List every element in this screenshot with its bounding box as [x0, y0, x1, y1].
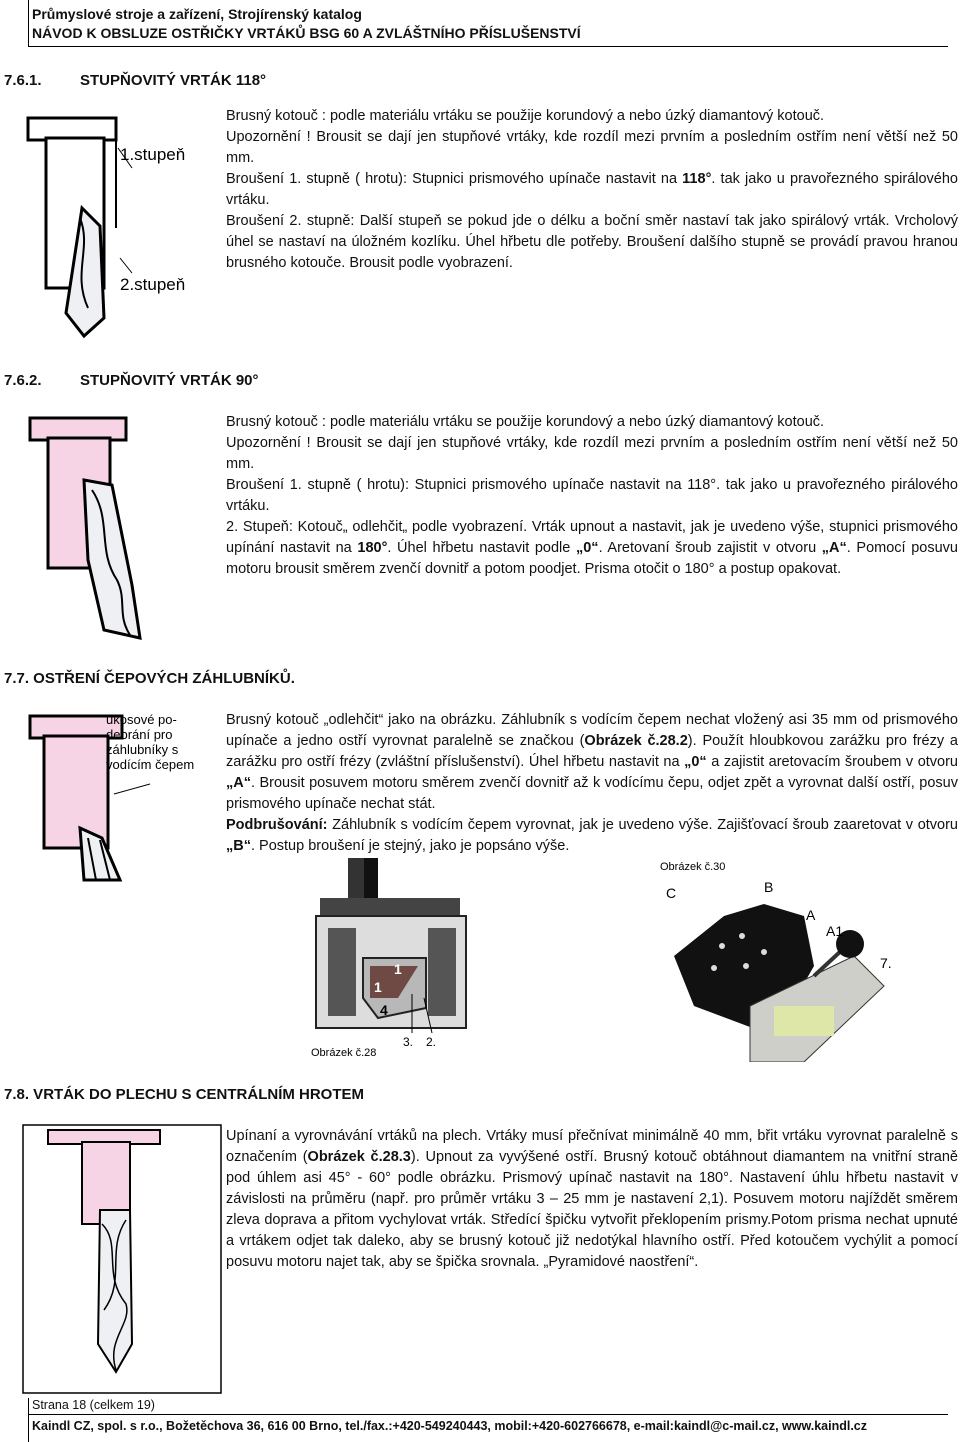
- fig-note-line: debrání pro: [106, 727, 173, 742]
- paragraph: Broušení 1. stupně ( hrotu): Stupnici prismového upínače nastavit na 118°. tak jako u pravořezného pirálového vrtáku.: [226, 477, 958, 514]
- paragraph: Broušení 2. stupně: Další stupeň se pokud jde o délku a boční směr nastaví tak jako spirálový vrták. Vrcholový úhel se nastaví na úložném kozlíku. Úhel hřbetu dle potřeby. Broušení dalšího stupně se provádí pravou hranou brusného kotouče. Brousit podle vyobrazení.: [226, 213, 958, 271]
- section-title-77: 7.7. OSTŘENÍ ČEPOVÝCH ZÁHLUBNÍKŮ.: [4, 670, 295, 687]
- paragraph: Brusný kotouč : podle materiálu vrtáku se použije korundový a nebo úzký diamantový kotouč.: [226, 108, 825, 124]
- footer-rule: [28, 1414, 948, 1415]
- stepped-drill-90-figure: [22, 410, 212, 642]
- fig28-label: 1: [394, 961, 402, 977]
- paragraph: Upozornění ! Brousit se dají jen stupňové vrtáky, kde rozdíl mezi prvním a posledním ostřím není větší než 50 mm.: [226, 129, 958, 166]
- paragraph: Upozornění ! Brousit se dají jen stupňové vrtáky, kde rozdíl mezi prvním a posledním ostřím není větší než 50 mm.: [226, 435, 958, 472]
- header-rule-vertical: [28, 0, 29, 46]
- footer-page-number: Strana 18 (celkem 19): [32, 1398, 155, 1412]
- section-title-761: STUPŇOVITÝ VRTÁK 118°: [80, 72, 267, 89]
- sheet-drill-figure: [22, 1124, 222, 1394]
- section-title-762: STUPŇOVITÝ VRTÁK 90°: [80, 372, 259, 389]
- figure-30-caption: Obrázek č.30: [660, 861, 726, 873]
- fig28-label: 3.: [403, 1035, 414, 1049]
- section-number-762: 7.6.2.: [4, 372, 42, 389]
- section-number-761: 7.6.1.: [4, 72, 42, 89]
- paragraph: 2. Stupeň: Kotouč„ odlehčit„ podle vyobrazení. Vrták upnout a nastavit, jak je uvedeno výše, stupnici prismového upínání nastavit na 180°. Úhel hřbetu nastavit podle „0“. Aretovaní šroub zajistit v otvoru „A“. Pomocí posuvu motoru brousit směrem zvenčí dovnitř a potom poodjet. Prisma otočit o 180° a postup opakovat.: [226, 519, 958, 577]
- figure-28-caption: Obrázek č.28: [311, 1047, 377, 1059]
- fig28-label: 2.: [426, 1035, 437, 1049]
- section-title-78: 7.8. VRTÁK DO PLECHU S CENTRÁLNÍM HROTEM: [4, 1086, 365, 1103]
- fig-note-line: vodícím čepem: [106, 757, 195, 772]
- header-line-1: Průmyslové stroje a zařízení, Strojírenský katalog: [32, 6, 362, 22]
- fig30-label: C: [666, 885, 677, 901]
- section-text-761: [226, 106, 958, 274]
- paragraph: Brusný kotouč „odlehčit“ jako na obrázku. Záhlubník s vodícím čepem nechat vložený asi 35 mm od prismového upínače a jedno ostří vyrovnat paralelně se značkou (Obrázek č.28.2). Použít hloubkovou zarážku pro frézy a zarážku pro ostří frézy (zvláštní příslušenství). Úhel hřbetu nastavit na „0“ a zajistit aretovacím šroubem v otvoru „A“. Brousit posuvem motoru směrem zvenčí dovnitř až k vodícímu čepu, odjet zpět a vyrovnat další ostří, posuv prismového upínače nechat stát.: [226, 712, 958, 812]
- footer-company: Kaindl CZ, spol. s r.o., Božetěchova 36, 616 00 Brno, tel./fax.:+420-549240443, mobil:+420-602766678, e-mail:kaindl@c-mail.cz, www.kaindl.cz: [32, 1419, 867, 1433]
- header-rule: [28, 46, 948, 47]
- paragraph: Brusný kotouč : podle materiálu vrtáku se použije korundový a nebo úzký diamantový kotouč.: [226, 414, 825, 430]
- footer-rule-vertical: [28, 1398, 29, 1442]
- fig30-label: A1: [826, 923, 844, 939]
- section-text-78: [226, 1126, 958, 1273]
- countersink-figure: [22, 708, 222, 883]
- fig28-label: 4: [380, 1002, 388, 1018]
- fig-label-stage-1: 1.stupeň: [120, 145, 186, 164]
- fig-note-line: záhlubníky s: [106, 742, 179, 757]
- stepped-drill-118-figure: [22, 108, 212, 340]
- paragraph: Upínaní a vyrovnávání vrtáků na plech. Vrtáky musí přečnívat minimálně 40 mm, břit vrtáku vyrovnat paralelně s označením (Obrázek č.28.3). Upnout za vyvýšené ostří. Brusný kotouč obtáhnout diamantem na vnitřní straně pod úhlem asi 45° - 60° podle obrázku. Prismový upínač nastavit na 180°. Nastavení úhlu hřbetu nastavit v závislosti na průměru (např. pro průměr vrtáku 3 – 25 mm je nastavení 2,1). Posuvem motoru najíždět směrem zleva doprava a přitom vychylovat vrták. Středící špičku vytvořit překlopením prismy.Potom prisma nechat upnuté a vrtákem odjet tak daleko, aby se brusný kotouč již nedotýkal hlavního ostří. Před kotoučem vychýlit a pomocí posuvu motoru najet tak, aby se špička srovnala. „Pyramidové naostření“.: [226, 1128, 958, 1270]
- paragraph: Podbrušování: Záhlubník s vodícím čepem vyrovnat, jak je uvedeno výše. Zajišťovací šroub zaaretovat v otvoru „B“. Postup broušení je stejný, jako je popsáno výše.: [226, 817, 958, 854]
- paragraph: Broušení 1. stupně ( hrotu): Stupnici prismového upínače nastavit na 118°. tak jako u pravořezného spirálového vrtáku.: [226, 171, 959, 208]
- header-line-2: NÁVOD K OBSLUZE OSTŘIČKY VRTÁKŮ BSG 60 A ZVLÁŠTNÍHO PŘÍSLUŠENSTVÍ: [32, 25, 581, 41]
- fig-note-line: ukosové po-: [106, 712, 177, 727]
- figure-30: [654, 856, 919, 1062]
- figure-28: [308, 858, 478, 1063]
- section-text-762: [226, 412, 958, 580]
- fig30-label: B: [764, 879, 774, 895]
- section-text-77: [226, 710, 958, 857]
- fig-label-stage-2: 2.stupeň: [120, 275, 186, 294]
- fig28-label: 1: [374, 979, 382, 995]
- fig30-label: 7.: [880, 955, 892, 971]
- fig30-label: A: [806, 907, 816, 923]
